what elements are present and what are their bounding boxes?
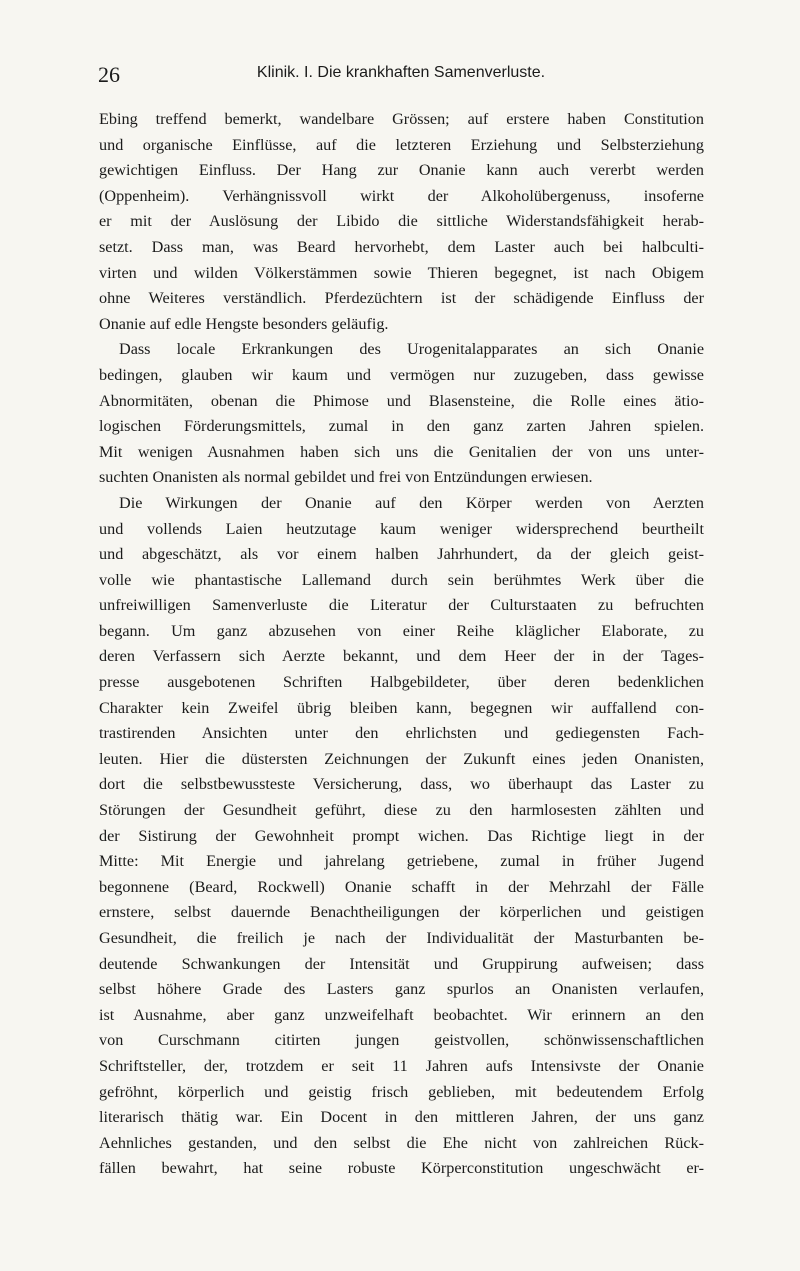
text-line: Störungen der Gesundheit geführt, diese zu den harmlosesten zählten und (99, 801, 704, 820)
text-line: ernstere, selbst dauernde Benachtheiligungen der körperlichen und geistigen (99, 903, 704, 922)
text-line: selbst höhere Grade des Lasters ganz spurlos an Onanisten verlaufen, (99, 980, 704, 999)
page-number: 26 (98, 62, 120, 87)
text-line: virten und wilden Völkerstämmen sowie Thieren begegnet, ist nach Obigem (99, 263, 704, 282)
text-line: Abnormitäten, obenan die Phimose und Blasensteine, die Rolle eines ätio- (99, 391, 704, 410)
text-line: Mit wenigen Ausnahmen haben sich uns die Genitalien der von uns unter- (99, 442, 704, 461)
page-header (98, 62, 704, 92)
text-line: fällen bewahrt, hat seine robuste Körperconstitution ungeschwächt er- (99, 1159, 704, 1178)
paragraph-start: Die Wirkungen der Onanie auf den Körper werden von Aerzten (119, 493, 704, 512)
text-line: begann. Um ganz abzusehen von einer Reihe kläglicher Elaborate, zu (99, 621, 704, 640)
text-line: leuten. Hier die düstersten Zeichnungen der Zukunft eines jeden Onanisten, (99, 749, 704, 768)
text-line: unfreiwilligen Samenverluste die Literatur der Culturstaaten zu befruchten (99, 596, 704, 615)
text-line: Charakter kein Zweifel übrig bleiben kann, begegnen wir auffallend con- (99, 698, 704, 717)
text-line: gefröhnt, körperlich und geistig frisch geblieben, mit bedeutendem Erfolg (99, 1082, 704, 1101)
paragraph-start: Dass locale Erkrankungen des Urogenitalapparates an sich Onanie (119, 340, 704, 359)
text-line: bedingen, glauben wir kaum und vermögen nur zuzugeben, dass gewisse (99, 365, 704, 384)
text-line: begonnene (Beard, Rockwell) Onanie schafft in der Mehrzahl der Fälle (99, 877, 704, 896)
text-line: und organische Einflüsse, auf die letzteren Erziehung und Selbsterziehung (99, 135, 704, 154)
text-line: gewichtigen Einfluss. Der Hang zur Onanie kann auch vererbt werden (99, 161, 704, 180)
text-line: suchten Onanisten als normal gebildet und frei von Entzündungen erwiesen. (99, 468, 593, 487)
text-line: presse ausgebotenen Schriften Halbgebildeter, über deren bedenklichen (99, 673, 704, 692)
text-line: Schriftsteller, der, trotzdem er seit 11 Jahren aufs Intensivste der Onanie (99, 1056, 704, 1075)
text-line: der Sistirung der Gewohnheit prompt wichen. Das Richtige liegt in der (99, 826, 704, 845)
body-text (99, 107, 704, 1182)
text-line: (Oppenheim). Verhängnissvoll wirkt der Alkoholübergenuss, insoferne (99, 186, 704, 205)
text-line: und abgeschätzt, als vor einem halben Jahrhundert, da der gleich geist- (99, 545, 704, 564)
text-line: setzt. Dass man, was Beard hervorhebt, dem Laster auch bei halbculti- (99, 237, 704, 256)
text-line: Gesundheit, die freilich je nach der Individualität der Masturbanten be- (99, 929, 704, 947)
text-line: er mit der Auslösung der Libido die sittliche Widerstandsfähigkeit herab- (99, 212, 704, 231)
text-line: Aehnliches gestanden, und den selbst die Ehe nicht von zahlreichen Rück- (99, 1133, 704, 1152)
text-line: dort die selbstbewussteste Versicherung, dass, wo überhaupt das Laster zu (99, 775, 704, 794)
text-line: und vollends Laien heutzutage kaum weniger widersprechend beurtheilt (99, 519, 704, 538)
text-line: von Curschmann citirten jungen geistvollen, schönwissenschaftlichen (99, 1031, 704, 1050)
text-line: trastirenden Ansichten unter den ehrlichsten und gediegensten Fach- (99, 724, 704, 743)
text-line: Onanie auf edle Hengste besonders geläufig. (99, 314, 389, 333)
text-line: Ebing treffend bemerkt, wandelbare Grössen; auf erstere haben Constitution (99, 110, 704, 128)
text-line: volle wie phantastische Lallemand durch sein berühmtes Werk über die (99, 570, 704, 589)
text-line: Mitte: Mit Energie und jahrelang getriebene, zumal in früher Jugend (99, 852, 704, 871)
text-line: deren Verfassern sich Aerzte bekannt, und dem Heer der in der Tages- (99, 647, 704, 666)
text-line: deutende Schwankungen der Intensität und Gruppirung aufweisen; dass (99, 954, 704, 973)
text-line: literarisch thätig war. Ein Docent in den mittleren Jahren, der uns ganz (99, 1108, 704, 1127)
text-line: logischen Förderungsmittels, zumal in den ganz zarten Jahren spielen. (99, 417, 704, 436)
text-line: ohne Weiteres verständlich. Pferdezüchtern ist der schädigende Einfluss der (99, 289, 704, 308)
running-title: Klinik. I. Die krankhaften Samenverluste. (256, 64, 546, 81)
text-line: ist Ausnahme, aber ganz unzweifelhaft beobachtet. Wir erinnern an den (99, 1005, 704, 1024)
